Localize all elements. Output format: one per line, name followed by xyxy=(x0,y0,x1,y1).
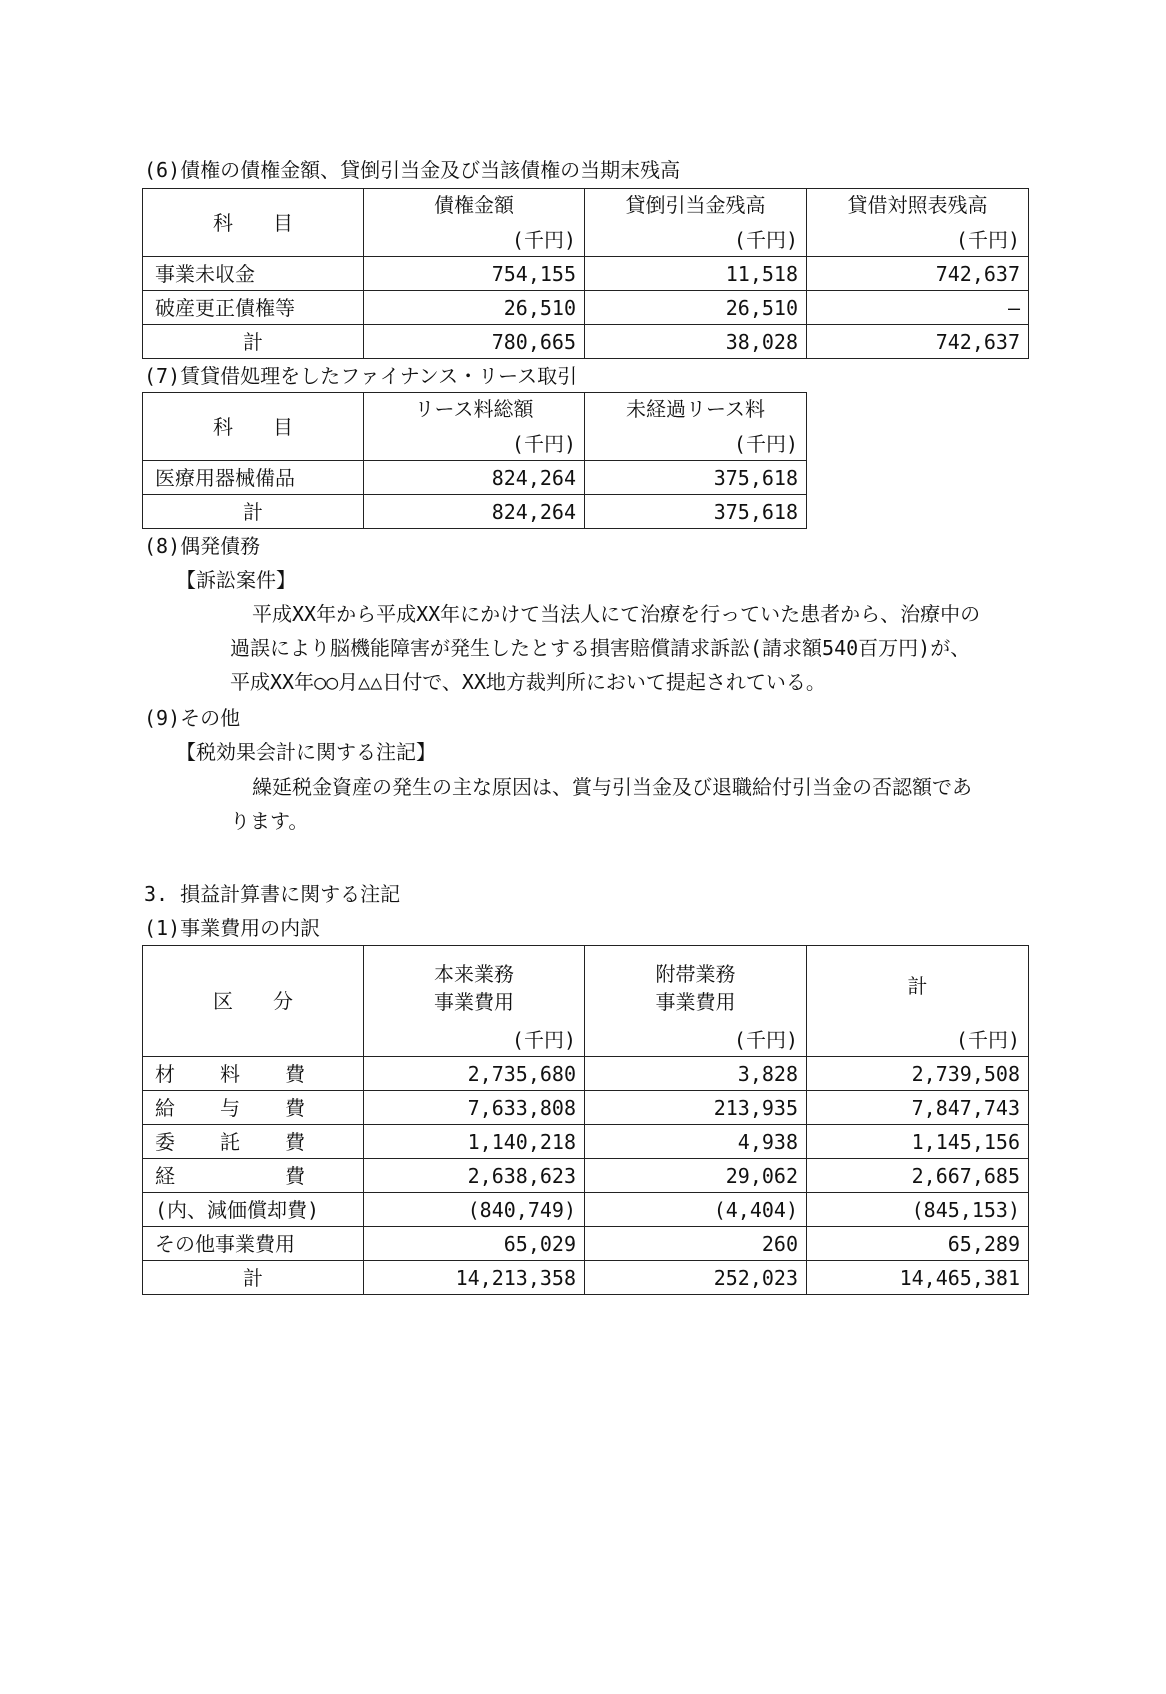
litigation-paragraph: 平成XX年から平成XX年にかけて当法人にて治療を行っていた患者から、治療中の 過誤により脳機能障害が発生したとする損害賠償請求訴訟(請求額540百万円)が、 平成XX年○○月△△日付で、XX地方裁判所において提起されている。 xyxy=(230,602,981,694)
table-row: 材 料 費 2,735,680 3,828 2,739,508 xyxy=(143,1057,1029,1091)
table-row-total: 計 824,264 375,618 xyxy=(143,495,807,529)
section9-heading: (9)その他 xyxy=(144,706,241,730)
table-row: 破産更正債権等 26,510 26,510 — xyxy=(143,291,1029,325)
section8-heading: (8)偶発債務 xyxy=(144,534,261,558)
table-row: 事業未収金 754,155 11,518 742,637 xyxy=(143,257,1029,291)
table-row: その他事業費用 65,029 260 65,289 xyxy=(143,1227,1029,1261)
subject-header: 科 目 xyxy=(143,189,364,257)
table-row: 委 託 費 1,140,218 4,938 1,145,156 xyxy=(143,1125,1029,1159)
tax-effect-paragraph: 繰延税金資産の発生の主な原因は、賞与引当金及び退職給付引当金の否認額であ ります。 xyxy=(230,775,972,833)
total-lease-header: リース料総額 (千円) xyxy=(364,393,585,461)
section3-heading: 3. 損益計算書に関する注記 xyxy=(144,882,401,906)
allowance-header: 貸倒引当金残高 (千円) xyxy=(585,189,807,257)
section3-subheading: (1)事業費用の内訳 xyxy=(144,916,321,940)
receivables-table xyxy=(142,188,1029,359)
category-header: 区 分 xyxy=(143,946,364,1057)
ancillary-business-header: 附帯業務 事業費用 (千円) xyxy=(585,946,807,1057)
subject-header: 科 目 xyxy=(143,393,364,461)
table-row-total: 計 780,665 38,028 742,637 xyxy=(143,325,1029,359)
table-row-total: 計 14,213,358 252,023 14,465,381 xyxy=(143,1261,1029,1295)
section6-heading: (6)債権の債権金額、貸倒引当金及び当該債権の当期末残高 xyxy=(144,158,681,182)
unexpired-lease-header: 未経過リース料 (千円) xyxy=(585,393,807,461)
receivable-amount-header: 債権金額 (千円) xyxy=(364,189,585,257)
core-business-header: 本来業務 事業費用 (千円) xyxy=(364,946,585,1057)
tax-effect-subheading: 【税効果会計に関する注記】 xyxy=(176,740,436,764)
lease-table xyxy=(142,392,807,529)
balance-sheet-header: 貸借対照表残高 (千円) xyxy=(807,189,1029,257)
table-row: 医療用器械備品 824,264 375,618 xyxy=(143,461,807,495)
table-row: (内、減価償却費) (840,749) (4,404) (845,153) xyxy=(143,1193,1029,1227)
table-row: 経 費 2,638,623 29,062 2,667,685 xyxy=(143,1159,1029,1193)
expense-breakdown-table xyxy=(142,945,1029,1295)
section7-heading: (7)賃貸借処理をしたファイナンス・リース取引 xyxy=(144,364,578,388)
litigation-subheading: 【訴訟案件】 xyxy=(176,568,296,592)
total-header: 計 (千円) xyxy=(807,946,1029,1057)
table-row: 給 与 費 7,633,808 213,935 7,847,743 xyxy=(143,1091,1029,1125)
